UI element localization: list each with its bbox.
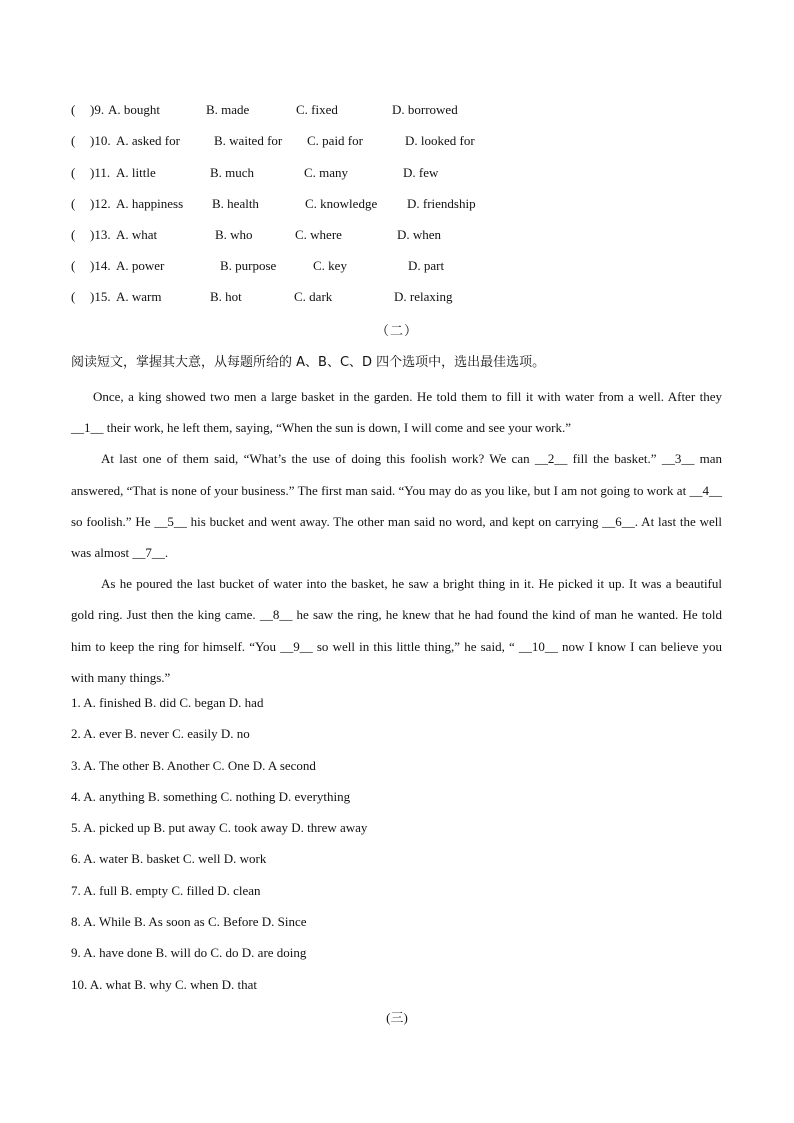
option-b: B. health (212, 196, 259, 211)
question-number: )13. (90, 227, 111, 242)
passage-paragraph-3: As he poured the last bucket of water into the basket, he saw a bright thing in it. He picked it up. It was a beautiful gold ring. Just then the king came. __8__ he saw the ring, he knew that he had found the kind of man he wanted. He told him to keep the ring for himself. “You __9__ so well in this little thing,” he said, “ __10__ now I know I can believe you with many things.” (71, 576, 722, 685)
option-c: C. paid for (307, 133, 363, 148)
reading-passage (71, 381, 722, 693)
option-b: B. who (215, 227, 253, 242)
option-b: B. hot (210, 289, 242, 304)
option-b: B. made (206, 102, 250, 117)
question-number: )14. (90, 258, 111, 273)
answer-paren: ( (71, 165, 76, 180)
option-c: C. many (304, 165, 349, 180)
option-c: C. knowledge (305, 196, 378, 211)
answer-paren: ( (71, 196, 76, 211)
question-number: )10. (90, 133, 111, 148)
question-number: )12. (90, 196, 111, 211)
option-a: A. bought (108, 102, 160, 117)
option-c: C. fixed (296, 102, 338, 117)
option-a: A. warm (116, 289, 162, 304)
cloze-option-8: 8. A. While B. As soon as C. Before D. Since (71, 914, 307, 930)
option-d: D. relaxing (394, 289, 453, 304)
question-number: )9. (90, 102, 105, 117)
option-a: A. what (116, 227, 158, 242)
cloze-option-9: 9. A. have done B. will do C. do D. are doing (71, 945, 307, 961)
cloze-option-3: 3. A. The other B. Another C. One D. A second (71, 757, 316, 773)
option-b: B. much (210, 165, 255, 180)
passage-paragraph-2: At last one of them said, “What’s the use of doing this foolish work? We can __2__ fill the basket.” __3__ man answered, “That is none of your business.” The first man said. “You may do as you like, but I am not going to work at __4__ so foolish.” He __5__ his bucket and went away. The other man said no word, and kept on carrying __6__. At last the well was almost __7__. (71, 451, 722, 561)
answer-paren: ( (71, 133, 76, 148)
cloze-option-1: 1. A. finished B. did C. began D. had (71, 695, 264, 710)
option-d: D. friendship (407, 196, 476, 211)
option-a: A. little (116, 165, 156, 180)
passage-paragraph-1: Once, a king showed two men a large basket in the garden. He told them to fill it with water from a well. After they __1__ their work, he left them, saying, “When the sun is down, I will come and see your work.” (71, 389, 722, 436)
section-2-title: （二） (375, 323, 418, 338)
cloze-option-5: 5. A. picked up B. put away C. took away D. threw away (71, 820, 368, 836)
section-2-instructions: 阅读短文，掌握其大意，从每题所给的 A、B、C、D 四个选项中，选出最佳选项。 (71, 355, 546, 370)
option-d: D. borrowed (392, 102, 458, 117)
option-a: A. power (116, 258, 165, 273)
option-d: D. looked for (405, 133, 475, 148)
cloze-option-7: 7. A. full B. empty C. filled D. clean (71, 882, 261, 898)
cloze-option-6: 6. A. water B. basket C. well D. work (71, 851, 267, 867)
option-c: C. key (313, 258, 347, 273)
cloze-option-2: 2. A. ever B. never C. easily D. no (71, 726, 250, 742)
answer-paren: ( (71, 289, 76, 304)
option-a: A. happiness (116, 196, 184, 211)
cloze-option-4: 4. A. anything B. something C. nothing D. everything (71, 788, 351, 804)
cloze-options-list (71, 693, 367, 1006)
cloze-option-10: 10. A. what B. why C. when D. that (71, 976, 257, 992)
option-d: D. few (403, 165, 439, 180)
answer-paren: ( (71, 227, 76, 242)
answer-paren: ( (71, 258, 76, 273)
option-d: D. part (408, 258, 445, 273)
question-number: )15. (90, 289, 111, 304)
option-d: D. when (397, 227, 442, 242)
option-a: A. asked for (116, 133, 180, 148)
option-b: B. purpose (220, 258, 277, 273)
section-3-title: (三) (386, 1010, 408, 1025)
answer-paren: ( (71, 102, 76, 117)
option-c: C. dark (294, 289, 333, 304)
option-b: B. waited for (214, 133, 283, 148)
option-c: C. where (295, 227, 342, 242)
question-number: )11. (90, 165, 111, 180)
